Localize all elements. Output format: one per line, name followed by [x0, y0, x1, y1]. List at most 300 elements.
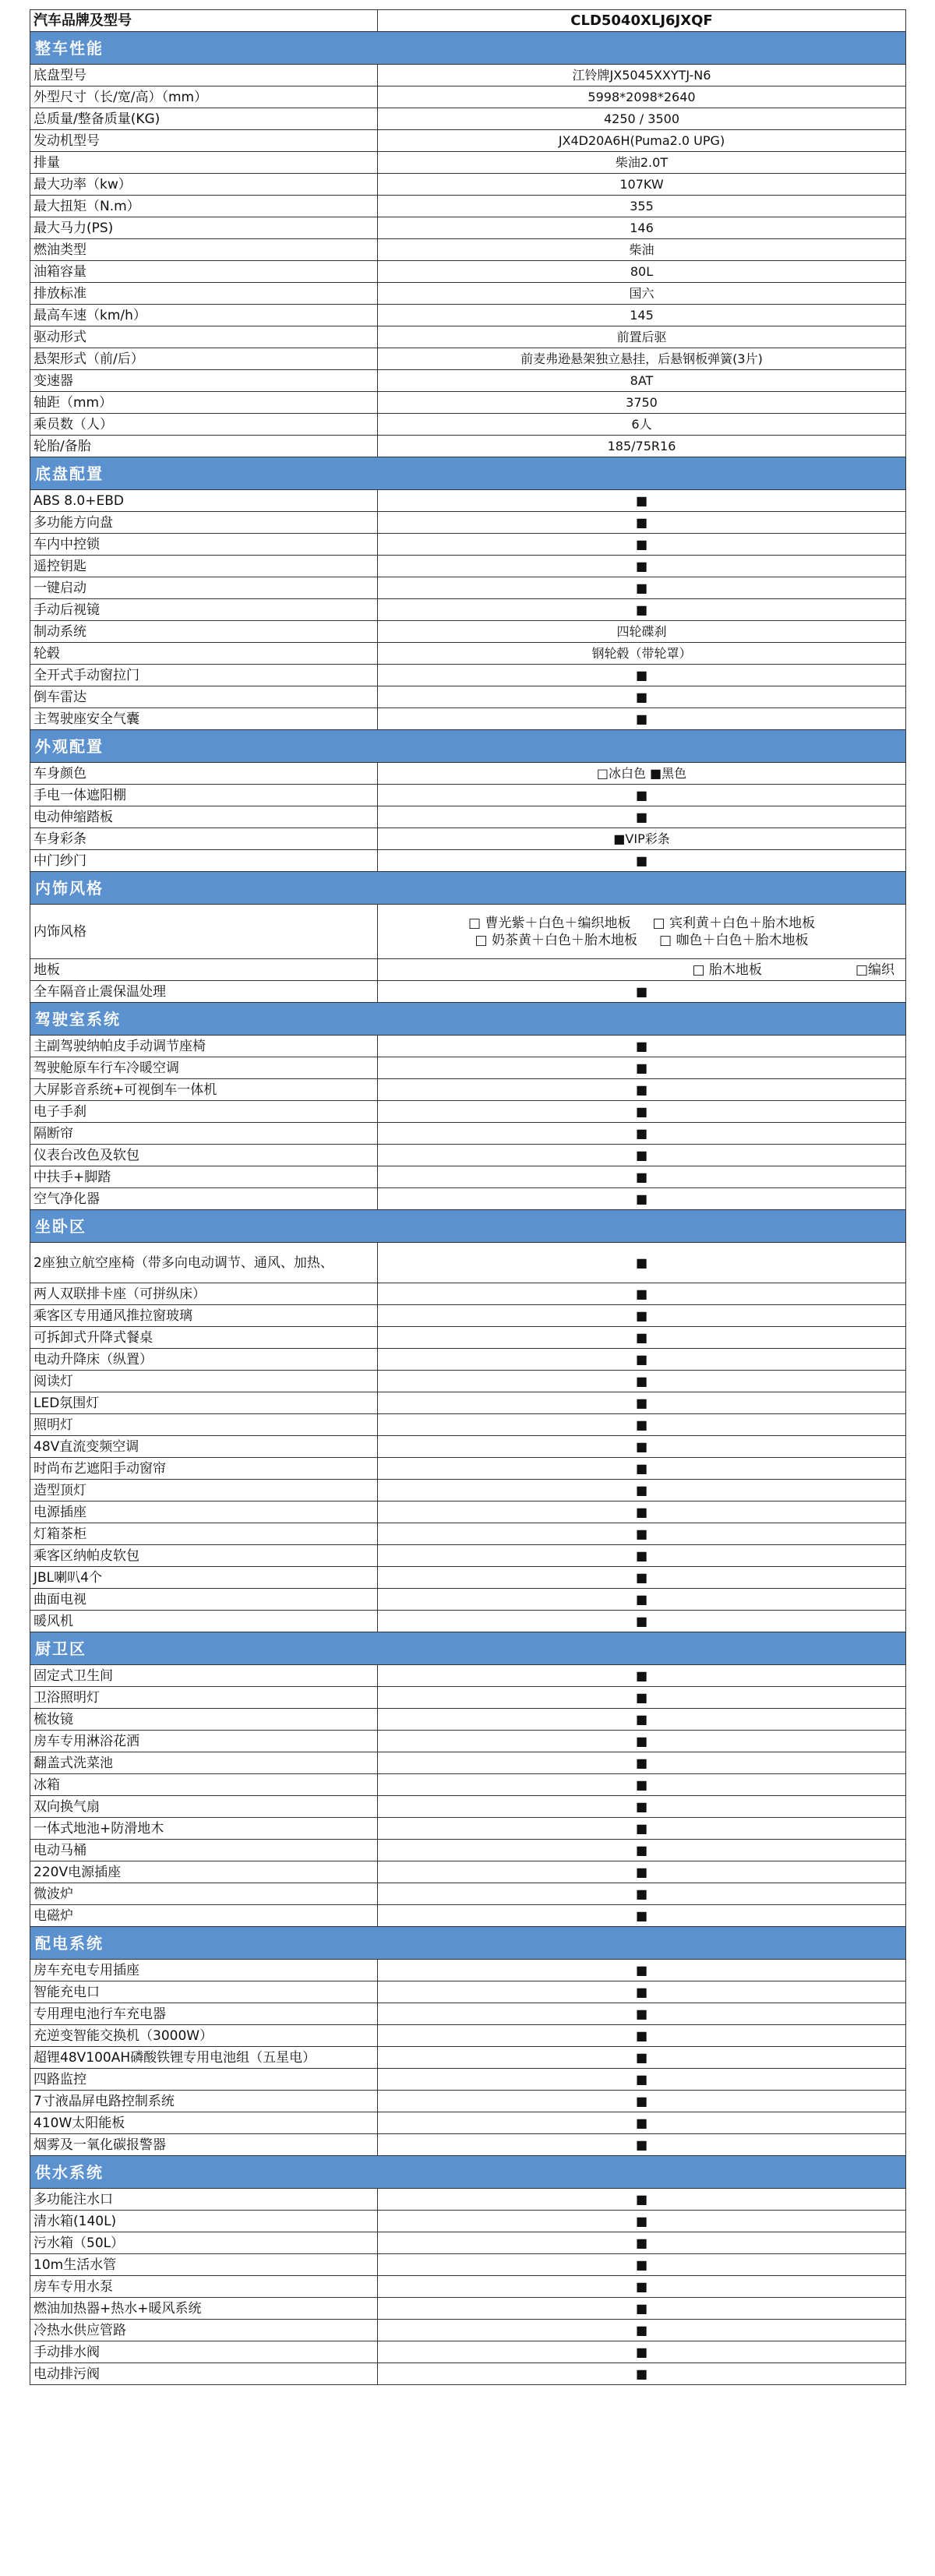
spec-value: ■	[378, 1567, 906, 1589]
spec-label: 48V直流变频空调	[30, 1436, 378, 1458]
spec-value: ■	[378, 1840, 906, 1861]
spec-label: 最大马力(PS)	[30, 217, 378, 239]
table-row	[30, 1774, 906, 1796]
spec-value: ■	[378, 599, 906, 621]
table-row	[30, 2320, 906, 2341]
spec-label: 220V电源插座	[30, 1861, 378, 1883]
spec-label: 专用理电池行车充电器	[30, 2003, 378, 2025]
table-row	[30, 174, 906, 196]
spec-label: 7寸液晶屏电路控制系统	[30, 2091, 378, 2112]
table-row	[30, 152, 906, 174]
spec-value: ■	[378, 1480, 906, 1501]
spec-label: 造型顶灯	[30, 1480, 378, 1501]
header-row	[30, 10, 906, 32]
spec-label: 超锂48V100AH磷酸铁锂专用电池组（五星电）	[30, 2047, 378, 2069]
table-row	[30, 2232, 906, 2254]
spec-label: 内饰风格	[30, 905, 378, 959]
spec-value: ■	[378, 1960, 906, 1981]
table-row	[30, 283, 906, 305]
table-row	[30, 2298, 906, 2320]
interior-style-option: □ 咖色＋白色＋胎木地板	[659, 932, 809, 948]
table-row	[30, 239, 906, 261]
table-row	[30, 599, 906, 621]
table-row	[30, 348, 906, 370]
table-row	[30, 217, 906, 239]
table-row	[30, 959, 906, 981]
table-row	[30, 785, 906, 806]
table-row	[30, 905, 906, 959]
spec-label: 轴距（mm）	[30, 392, 378, 414]
table-row	[30, 806, 906, 828]
spec-value: ■	[378, 1305, 906, 1327]
section-header	[30, 1927, 906, 1960]
spec-value: ■	[378, 1523, 906, 1545]
spec-label: 曲面电视	[30, 1589, 378, 1611]
table-row	[30, 556, 906, 577]
table-row	[30, 1392, 906, 1414]
spec-value: ■	[378, 2134, 906, 2156]
section-title: 厨卫区	[30, 1632, 906, 1665]
interior-style-option: □ 曹光紫＋白色＋编织地板	[468, 915, 631, 931]
table-row	[30, 2025, 906, 2047]
spec-label: 灯箱茶柜	[30, 1523, 378, 1545]
spec-label: 电动升降床（纵置）	[30, 1349, 378, 1371]
spec-value: ■	[378, 1589, 906, 1611]
spec-label: 梳妆镜	[30, 1709, 378, 1731]
spec-value: ■	[378, 1818, 906, 1840]
spec-value: ■	[378, 1883, 906, 1905]
spec-value: ■	[378, 1458, 906, 1480]
spec-label: 车身彩条	[30, 828, 378, 850]
spec-label: 轮胎/备胎	[30, 436, 378, 457]
spec-label: 驾驶舱原车行车冷暖空调	[30, 1057, 378, 1079]
spec-label: 翻盖式洗菜池	[30, 1752, 378, 1774]
spec-value: ■	[378, 1123, 906, 1145]
section-title: 坐卧区	[30, 1210, 906, 1243]
table-row	[30, 763, 906, 785]
spec-label: 电子手刹	[30, 1101, 378, 1123]
spec-label: LED氛围灯	[30, 1392, 378, 1414]
spec-value: 钢轮毂（带轮罩）	[378, 643, 906, 665]
spec-label: 乘员数（人）	[30, 414, 378, 436]
table-row	[30, 1840, 906, 1861]
table-row	[30, 665, 906, 686]
table-row	[30, 1188, 906, 1210]
spec-label: 排放标准	[30, 283, 378, 305]
spec-label: 发动机型号	[30, 130, 378, 152]
spec-value: ■	[378, 1414, 906, 1436]
table-row	[30, 1960, 906, 1981]
spec-label: 排量	[30, 152, 378, 174]
spec-label: 全开式手动窗拉门	[30, 665, 378, 686]
floor-option: □编织	[855, 962, 894, 978]
spec-value: ■	[378, 2363, 906, 2385]
header-label: 汽车品牌及型号	[30, 10, 378, 32]
spec-table	[30, 9, 906, 2385]
spec-label: 车身颜色	[30, 763, 378, 785]
spec-label: 燃油加热器+热水+暖风系统	[30, 2298, 378, 2320]
spec-value: 江铃牌JX5045XXYTJ-N6	[378, 65, 906, 86]
spec-value: 145	[378, 305, 906, 326]
spec-value: 前置后驱	[378, 326, 906, 348]
table-row	[30, 981, 906, 1003]
spec-label: 最大扭矩（N.m）	[30, 196, 378, 217]
spec-label: 中扶手+脚踏	[30, 1166, 378, 1188]
spec-value: ■	[378, 2320, 906, 2341]
spec-value: 6人	[378, 414, 906, 436]
spec-label: 主驾驶座安全气囊	[30, 708, 378, 730]
spec-value: ■	[378, 1981, 906, 2003]
spec-value: ■	[378, 2069, 906, 2091]
spec-value: ■	[378, 2254, 906, 2276]
spec-value: 柴油	[378, 239, 906, 261]
table-row	[30, 2189, 906, 2211]
spec-value: 355	[378, 196, 906, 217]
spec-value: ■	[378, 708, 906, 730]
table-row	[30, 1905, 906, 1927]
spec-value: ■	[378, 1079, 906, 1101]
spec-label: 多功能方向盘	[30, 512, 378, 534]
spec-value: 3750	[378, 392, 906, 414]
spec-label: 驱动形式	[30, 326, 378, 348]
table-row	[30, 305, 906, 326]
table-row	[30, 2069, 906, 2091]
section-title: 配电系统	[30, 1927, 906, 1960]
spec-label: 手动后视镜	[30, 599, 378, 621]
table-row	[30, 1752, 906, 1774]
spec-label: 充逆变智能交换机（3000W）	[30, 2025, 378, 2047]
spec-value: ■	[378, 665, 906, 686]
spec-label: 手动排水阀	[30, 2341, 378, 2363]
spec-value: ■	[378, 785, 906, 806]
spec-label: 电磁炉	[30, 1905, 378, 1927]
section-title: 内饰风格	[30, 872, 906, 905]
spec-label: 轮毂	[30, 643, 378, 665]
table-row	[30, 1327, 906, 1349]
table-row	[30, 1145, 906, 1166]
spec-label: 房车专用水泵	[30, 2276, 378, 2298]
section-header	[30, 2156, 906, 2189]
table-row	[30, 708, 906, 730]
spec-value: 80L	[378, 261, 906, 283]
spec-label: 倒车雷达	[30, 686, 378, 708]
spec-value: ■	[378, 2276, 906, 2298]
spec-value: 国六	[378, 283, 906, 305]
spec-label: 烟雾及一氧化碳报警器	[30, 2134, 378, 2156]
spec-value: ■	[378, 1101, 906, 1123]
spec-value: ■	[378, 1057, 906, 1079]
spec-sheet	[30, 9, 905, 2385]
spec-value: ■	[378, 2232, 906, 2254]
spec-label: 卫浴照明灯	[30, 1687, 378, 1709]
spec-label: JBL喇叭4个	[30, 1567, 378, 1589]
table-row	[30, 850, 906, 872]
spec-label: 变速器	[30, 370, 378, 392]
spec-value: ■	[378, 1611, 906, 1632]
spec-label: 电动马桶	[30, 1840, 378, 1861]
spec-value: 柴油2.0T	[378, 152, 906, 174]
spec-value: 107KW	[378, 174, 906, 196]
spec-label: 最高车速（km/h）	[30, 305, 378, 326]
table-row	[30, 130, 906, 152]
spec-value: ■	[378, 1243, 906, 1283]
table-row	[30, 1057, 906, 1079]
spec-label: 阅读灯	[30, 1371, 378, 1392]
spec-value: 5998*2098*2640	[378, 86, 906, 108]
spec-label: 底盘型号	[30, 65, 378, 86]
spec-value: ■	[378, 577, 906, 599]
table-row	[30, 1567, 906, 1589]
spec-label: 电动排污阀	[30, 2363, 378, 2385]
table-row	[30, 534, 906, 556]
table-row	[30, 86, 906, 108]
spec-value: 8AT	[378, 370, 906, 392]
table-row	[30, 1611, 906, 1632]
spec-value: ■	[378, 1283, 906, 1305]
spec-label: 一键启动	[30, 577, 378, 599]
spec-value: ■	[378, 2211, 906, 2232]
table-row	[30, 1414, 906, 1436]
spec-value: ■	[378, 981, 906, 1003]
spec-value: ■	[378, 556, 906, 577]
table-row	[30, 436, 906, 457]
table-row	[30, 686, 906, 708]
table-row	[30, 1243, 906, 1283]
spec-label: 制动系统	[30, 621, 378, 643]
spec-label: 四路监控	[30, 2069, 378, 2091]
section-header	[30, 872, 906, 905]
spec-value: ■	[378, 1327, 906, 1349]
table-row	[30, 2047, 906, 2069]
table-row	[30, 1283, 906, 1305]
spec-label: 多功能注水口	[30, 2189, 378, 2211]
spec-label: 双向换气扇	[30, 1796, 378, 1818]
spec-value: ■	[378, 2047, 906, 2069]
table-row	[30, 370, 906, 392]
spec-label: 最大功率（kw）	[30, 174, 378, 196]
spec-value: ■	[378, 1036, 906, 1057]
table-row	[30, 2341, 906, 2363]
spec-label: 燃油类型	[30, 239, 378, 261]
table-row	[30, 196, 906, 217]
spec-label: ABS 8.0+EBD	[30, 490, 378, 512]
spec-value: ■	[378, 806, 906, 828]
spec-label: 污水箱（50L）	[30, 2232, 378, 2254]
spec-label: 可拆卸式升降式餐桌	[30, 1327, 378, 1349]
table-row	[30, 326, 906, 348]
spec-label: 地板	[30, 959, 378, 981]
table-row	[30, 392, 906, 414]
spec-label: 智能充电口	[30, 1981, 378, 2003]
spec-label: 冰箱	[30, 1774, 378, 1796]
spec-label: 电动伸缩踏板	[30, 806, 378, 828]
spec-value: ■	[378, 1687, 906, 1709]
table-row	[30, 414, 906, 436]
section-header	[30, 457, 906, 490]
spec-label: 清水箱(140L)	[30, 2211, 378, 2232]
table-row	[30, 1079, 906, 1101]
spec-label: 外型尺寸（长/宽/高）（mm）	[30, 86, 378, 108]
spec-label: 手电一体遮阳棚	[30, 785, 378, 806]
spec-label: 照明灯	[30, 1414, 378, 1436]
section-header	[30, 1210, 906, 1243]
spec-value: 前麦弗逊悬架独立悬挂，后悬钢板弹簧(3片)	[378, 348, 906, 370]
spec-label: 总质量/整备质量(KG)	[30, 108, 378, 130]
spec-value: ■	[378, 1166, 906, 1188]
spec-value: ■	[378, 2189, 906, 2211]
spec-value: ■	[378, 1188, 906, 1210]
spec-label: 时尚布艺遮阳手动窗帘	[30, 1458, 378, 1480]
spec-value: ■	[378, 850, 906, 872]
section-header	[30, 730, 906, 763]
spec-value: ■	[378, 686, 906, 708]
spec-value: ■	[378, 1392, 906, 1414]
spec-label: 乘客区纳帕皮软包	[30, 1545, 378, 1567]
spec-value: □冰白色 ■黑色	[378, 763, 906, 785]
spec-label: 一体式地池+防滑地木	[30, 1818, 378, 1840]
table-row	[30, 1665, 906, 1687]
table-row	[30, 2276, 906, 2298]
table-row	[30, 1101, 906, 1123]
table-row	[30, 1883, 906, 1905]
table-row	[30, 1371, 906, 1392]
floor-option: □ 胎木地板	[692, 962, 762, 978]
spec-label: 油箱容量	[30, 261, 378, 283]
spec-value: JX4D20A6H(Puma2.0 UPG)	[378, 130, 906, 152]
spec-value: ■	[378, 1774, 906, 1796]
table-row	[30, 1166, 906, 1188]
table-row	[30, 1687, 906, 1709]
spec-value: ■	[378, 1752, 906, 1774]
table-row	[30, 1123, 906, 1145]
section-title: 外观配置	[30, 730, 906, 763]
spec-value: ■	[378, 534, 906, 556]
table-row	[30, 621, 906, 643]
table-row	[30, 261, 906, 283]
spec-label: 车内中控锁	[30, 534, 378, 556]
spec-label: 遥控钥匙	[30, 556, 378, 577]
spec-value: ■	[378, 1709, 906, 1731]
spec-value: ■	[378, 490, 906, 512]
section-header	[30, 1632, 906, 1665]
table-row	[30, 65, 906, 86]
spec-label: 冷热水供应管路	[30, 2320, 378, 2341]
table-row	[30, 1523, 906, 1545]
spec-value: 四轮碟刹	[378, 621, 906, 643]
spec-value: ■	[378, 2003, 906, 2025]
spec-label: 隔断帘	[30, 1123, 378, 1145]
spec-value: ■	[378, 1796, 906, 1818]
table-row	[30, 1981, 906, 2003]
table-row	[30, 1458, 906, 1480]
spec-value: 4250 / 3500	[378, 108, 906, 130]
table-row	[30, 1480, 906, 1501]
spec-value: ■	[378, 1545, 906, 1567]
section-title: 供水系统	[30, 2156, 906, 2189]
table-row	[30, 2211, 906, 2232]
spec-label: 两人双联排卡座（可拼纵床）	[30, 1283, 378, 1305]
interior-style-options	[378, 905, 906, 959]
spec-value: ■	[378, 2025, 906, 2047]
table-row	[30, 1545, 906, 1567]
spec-label: 乘客区专用通风推拉窗玻璃	[30, 1305, 378, 1327]
spec-value: 146	[378, 217, 906, 239]
section-header	[30, 32, 906, 65]
table-row	[30, 1349, 906, 1371]
table-row	[30, 490, 906, 512]
spec-value: ■	[378, 1731, 906, 1752]
table-row	[30, 828, 906, 850]
spec-value: ■	[378, 1436, 906, 1458]
spec-label: 2座独立航空座椅（带多向电动调节、通风、加热、	[30, 1243, 378, 1283]
table-row	[30, 1501, 906, 1523]
table-row	[30, 2363, 906, 2385]
spec-label: 全车隔音止震保温处理	[30, 981, 378, 1003]
spec-value: ■	[378, 1905, 906, 1927]
table-row	[30, 1818, 906, 1840]
section-title: 整车性能	[30, 32, 906, 65]
spec-value: ■VIP彩条	[378, 828, 906, 850]
spec-value: 185/75R16	[378, 436, 906, 457]
spec-label: 固定式卫生间	[30, 1665, 378, 1687]
table-row	[30, 1731, 906, 1752]
spec-label: 主副驾驶纳帕皮手动调节座椅	[30, 1036, 378, 1057]
spec-value: ■	[378, 1349, 906, 1371]
interior-style-option: □ 宾利黄＋白色＋胎木地板	[652, 915, 815, 931]
spec-value: ■	[378, 1665, 906, 1687]
table-row	[30, 1589, 906, 1611]
spec-value: ■	[378, 2341, 906, 2363]
spec-value: ■	[378, 2112, 906, 2134]
spec-value: ■	[378, 1861, 906, 1883]
floor-options	[378, 959, 906, 981]
spec-label: 电源插座	[30, 1501, 378, 1523]
interior-style-option: □ 奶茶黄＋白色＋胎木地板	[475, 932, 637, 948]
spec-label: 10m生活水管	[30, 2254, 378, 2276]
table-row	[30, 2254, 906, 2276]
spec-label: 仪表台改色及软包	[30, 1145, 378, 1166]
table-row	[30, 643, 906, 665]
table-row	[30, 1861, 906, 1883]
spec-label: 房车专用淋浴花洒	[30, 1731, 378, 1752]
spec-value: ■	[378, 2091, 906, 2112]
table-row	[30, 1436, 906, 1458]
table-row	[30, 1709, 906, 1731]
spec-label: 房车充电专用插座	[30, 1960, 378, 1981]
section-title: 底盘配置	[30, 457, 906, 490]
table-row	[30, 2134, 906, 2156]
spec-value: ■	[378, 1371, 906, 1392]
spec-label: 410W太阳能板	[30, 2112, 378, 2134]
spec-value: ■	[378, 2298, 906, 2320]
table-row	[30, 108, 906, 130]
table-row	[30, 2112, 906, 2134]
spec-label: 悬架形式（前/后）	[30, 348, 378, 370]
model-number: CLD5040XLJ6JXQF	[378, 10, 906, 32]
spec-label: 大屏影音系统+可视倒车一体机	[30, 1079, 378, 1101]
table-row	[30, 2091, 906, 2112]
spec-value: ■	[378, 1145, 906, 1166]
spec-label: 中门纱门	[30, 850, 378, 872]
table-row	[30, 1305, 906, 1327]
section-header	[30, 1003, 906, 1036]
table-row	[30, 512, 906, 534]
spec-label: 微波炉	[30, 1883, 378, 1905]
table-row	[30, 1036, 906, 1057]
section-title: 驾驶室系统	[30, 1003, 906, 1036]
spec-label: 暖风机	[30, 1611, 378, 1632]
spec-value: ■	[378, 1501, 906, 1523]
